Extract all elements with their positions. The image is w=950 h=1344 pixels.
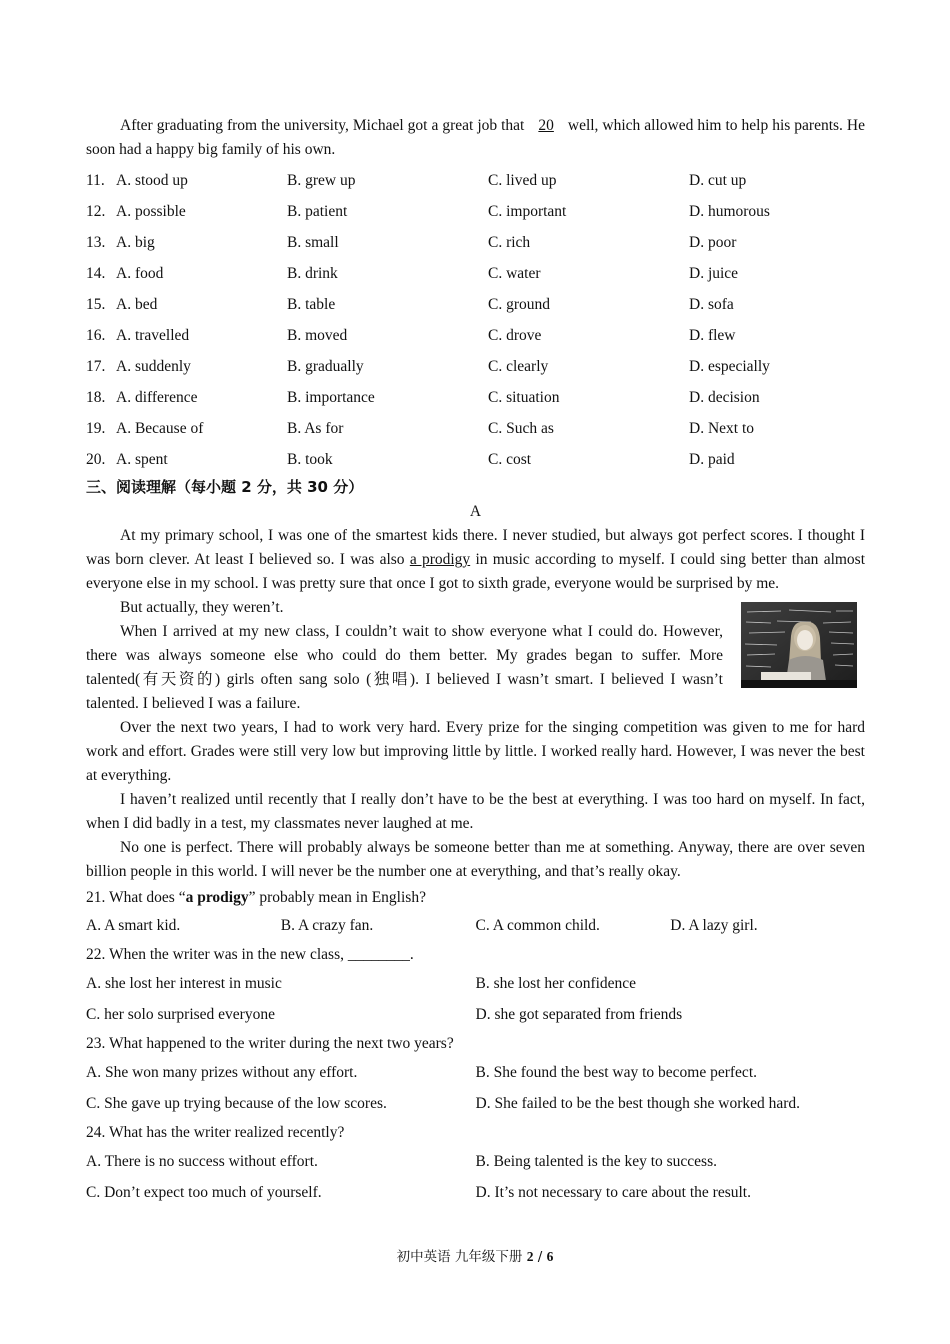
cloze-option-c: C. cost (488, 451, 532, 468)
option-a-text: A. stood up (116, 172, 188, 189)
passage-paragraph-3: When I arrived at my new class, I couldn’t wait to show everyone what I could do. However, there was always someone else who could do them better. My grades began to suffer. More talented(有天资的) girls often sang solo (独唱). I believed I wasn’t smart. I believed I wasn’t talented. I believed I was a failure. (86, 623, 723, 712)
cloze-option-c: C. lived up (488, 172, 557, 189)
cloze-option-a (86, 382, 287, 413)
cloze-option-c: C. drove (488, 327, 542, 344)
blank-20: 20 (538, 117, 554, 134)
cloze-option-a (86, 227, 287, 258)
cloze-option-d: D. especially (689, 358, 770, 375)
cloze-option-row (86, 351, 865, 382)
question-number: 11. (86, 172, 105, 189)
q22-option-a: A. she lost her interest in music (86, 975, 282, 992)
cloze-option-d: D. sofa (689, 296, 734, 313)
cloze-option-a (86, 258, 287, 289)
q23-options-row-1 (86, 1057, 865, 1088)
q22-option-b: B. she lost her confidence (475, 975, 637, 992)
option-a-text: A. Because of (116, 420, 204, 437)
passage-paragraph-1 (86, 524, 865, 596)
option-a-text: A. suddenly (116, 358, 191, 375)
q21-options (86, 911, 865, 941)
q24-options-row-2 (86, 1177, 865, 1208)
cloze-option-a (86, 351, 287, 382)
passage-paragraph-2: But actually, they weren’t. (120, 599, 284, 616)
question-number: 19. (86, 420, 106, 437)
cloze-option-row (86, 165, 865, 196)
cloze-option-row (86, 258, 865, 289)
cloze-option-b: B. moved (287, 327, 348, 344)
cloze-option-b: B. small (287, 234, 339, 251)
cloze-option-c: C. ground (488, 296, 550, 313)
q21-option-b: B. A crazy fan. (280, 917, 374, 934)
cloze-option-d: D. Next to (689, 420, 755, 437)
q21-option-c: C. A common child. (475, 917, 600, 934)
cloze-option-row (86, 227, 865, 258)
question-23: 23. What happened to the writer during the next two years? (86, 1035, 454, 1052)
option-a-text: A. big (116, 234, 155, 251)
question-number: 18. (86, 389, 106, 406)
page-footer (0, 1245, 950, 1265)
option-a-text: A. bed (116, 296, 158, 313)
p1-text: At my primary school, I was one of the smartest kids there. I never studied, but always got perfect scores. I thought I was born clever. At least I believed so. I was also (86, 527, 865, 568)
cloze-option-row (86, 196, 865, 227)
cloze-option-row (86, 289, 865, 320)
intro-text-after: well, which allowed him to help his parents. He soon had a happy big family of his own. (86, 117, 865, 158)
cloze-option-b: B. importance (287, 389, 375, 406)
question-number: 15. (86, 296, 106, 313)
question-number: 14. (86, 265, 106, 282)
q23-option-b: B. She found the best way to become perfect. (475, 1064, 757, 1081)
cloze-option-a (86, 165, 287, 196)
cloze-option-row (86, 444, 865, 475)
q23-option-d: D. She failed to be the best though she worked hard. (475, 1095, 801, 1112)
question-number: 13. (86, 234, 106, 251)
cloze-option-d: D. decision (689, 389, 760, 406)
q23-options-row-2 (86, 1088, 865, 1119)
cloze-option-d: D. paid (689, 451, 735, 468)
question-number: 12. (86, 203, 106, 220)
cloze-option-d: D. juice (689, 265, 739, 282)
footer-label: 初中英语 九年级下册 (396, 1249, 523, 1265)
cloze-option-b: B. drink (287, 265, 338, 282)
passage-label: A (469, 503, 482, 520)
q24-options-row-1 (86, 1146, 865, 1177)
q24-option-a: A. There is no success without effort. (86, 1153, 318, 1170)
q21-option-d: D. A lazy girl. (670, 917, 758, 934)
option-a-text: A. food (116, 265, 164, 282)
option-a-text: A. possible (116, 203, 186, 220)
prodigy-underlined: a prodigy (409, 551, 471, 568)
q22-options-row-2 (86, 999, 865, 1030)
footer-page-total: 6 (546, 1249, 554, 1264)
cloze-option-a (86, 320, 287, 351)
intro-paragraph (86, 114, 865, 162)
section-title: 三、阅读理解（每小题 2 分，共 30 分） (86, 478, 364, 496)
passage-paragraph-5: I haven’t realized until recently that I really don’t have to be the best at everything. I was too hard on myself. In fact, when I did badly in a test, my classmates never laughed at me. (86, 791, 865, 832)
girl-at-blackboard-photo (741, 602, 857, 688)
footer-separator: / (537, 1249, 543, 1265)
cloze-option-d: D. flew (689, 327, 736, 344)
cloze-option-b: B. gradually (287, 358, 364, 375)
cloze-options (86, 165, 865, 475)
cloze-option-c: C. important (488, 203, 567, 220)
q22-options-row-1 (86, 968, 865, 999)
cloze-option-a (86, 444, 287, 475)
q22-option-c: C. her solo surprised everyone (86, 1006, 275, 1023)
option-a-text: A. spent (116, 451, 168, 468)
q21-option-a: A. A smart kid. (86, 917, 181, 934)
q23-option-a: A. She won many prizes without any effort. (86, 1064, 358, 1081)
q21-stem-start: 21. What does “ (86, 889, 186, 906)
question-number: 20. (86, 451, 106, 468)
question-24: 24. What has the writer realized recently? (86, 1124, 345, 1141)
question-22: 22. When the writer was in the new class, ________. (86, 946, 414, 963)
cloze-option-b: B. patient (287, 203, 348, 220)
question-number: 16. (86, 327, 106, 344)
intro-text-before: After graduating from the university, Michael got a great job that (120, 117, 525, 134)
option-a-text: A. difference (116, 389, 198, 406)
cloze-option-d: D. cut up (689, 172, 747, 189)
cloze-option-c: C. rich (488, 234, 531, 251)
cloze-option-row (86, 413, 865, 444)
cloze-option-c: C. Such as (488, 420, 554, 437)
cloze-option-row (86, 320, 865, 351)
option-a-text: A. travelled (116, 327, 190, 344)
q22-option-d: D. she got separated from friends (475, 1006, 683, 1023)
q24-option-c: C. Don’t expect too much of yourself. (86, 1184, 322, 1201)
question-21 (86, 884, 865, 911)
exam-page (86, 112, 865, 1208)
q24-option-d: D. It’s not necessary to care about the result. (475, 1184, 751, 1201)
q21-bold-term: a prodigy (185, 889, 249, 906)
cloze-option-b: B. As for (287, 420, 344, 437)
q24-option-b: B. Being talented is the key to success. (475, 1153, 717, 1170)
cloze-option-a (86, 289, 287, 320)
cloze-option-c: C. water (488, 265, 541, 282)
cloze-option-b: B. took (287, 451, 333, 468)
cloze-option-d: D. humorous (689, 203, 770, 220)
cloze-option-c: C. clearly (488, 358, 549, 375)
cloze-option-a (86, 413, 287, 444)
cloze-option-b: B. table (287, 296, 336, 313)
footer-page-number: 2 (526, 1249, 534, 1264)
passage-paragraph-4: Over the next two years, I had to work very hard. Every prize for the singing competition was given to me for hard work and effort. Grades were still very low but improving little by little. I worked really hard. However, I was never the best at everything. (86, 719, 865, 784)
cloze-option-a (86, 196, 287, 227)
p1-text-after: in music according to myself. I could sing better than almost everyone else in my school. I was pretty sure that once I got to sixth grade, everyone would be surprised by me. (86, 551, 866, 592)
cloze-option-row (86, 382, 865, 413)
cloze-option-d: D. poor (689, 234, 737, 251)
q21-stem-end: ” probably mean in English? (248, 889, 426, 906)
cloze-option-c: C. situation (488, 389, 560, 406)
q23-option-c: C. She gave up trying because of the low scores. (86, 1095, 387, 1112)
question-number: 17. (86, 358, 106, 375)
passage-paragraph-6: No one is perfect. There will probably always be someone better than me at something. Anyway, there are over seven billion people in this world. I will never be the number one at everything, and that’s really okay. (86, 839, 865, 880)
cloze-option-b: B. grew up (287, 172, 356, 189)
